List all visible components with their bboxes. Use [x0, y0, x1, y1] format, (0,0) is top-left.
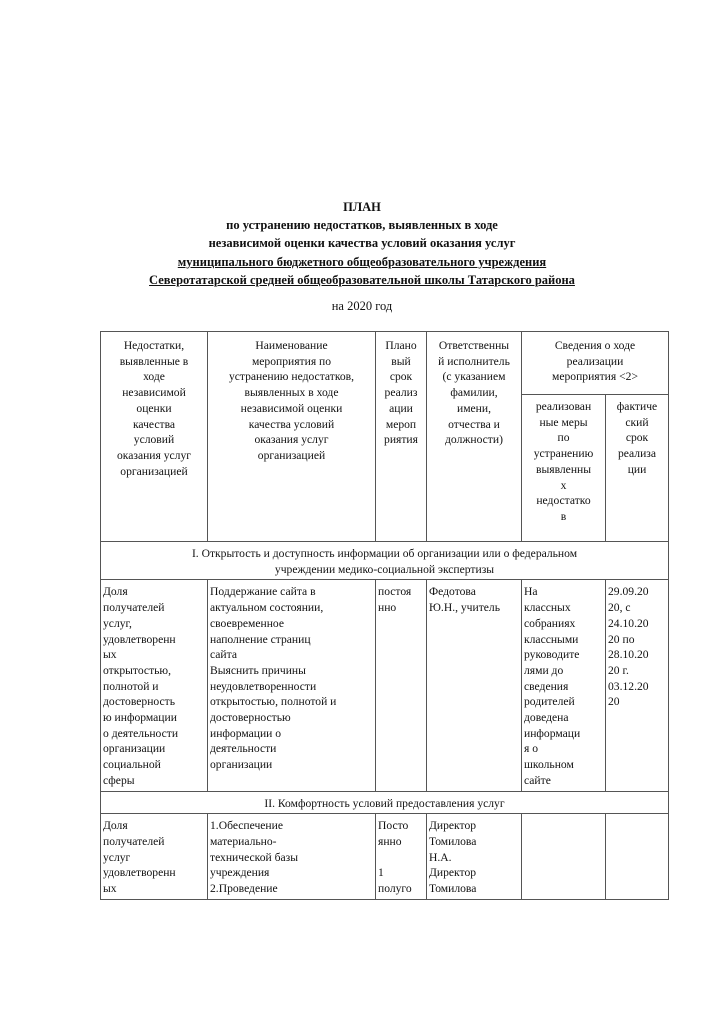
document-heading — [0, 198, 724, 289]
table-row — [101, 814, 669, 900]
section-row-1 — [101, 542, 669, 580]
title-organization-1: муниципального бюджетного общеобразовательного учреждения — [177, 254, 547, 269]
row1-responsible: Федотова Ю.Н., учитель — [427, 580, 522, 791]
row2-shortcoming: Доля получателей услуг удовлетворенн ых — [101, 814, 208, 900]
row2-responsible: Директор Томилова Н.А. Директор Томилова — [427, 814, 522, 900]
plan-table — [100, 331, 669, 900]
header-shortcomings: Недостатки, выявленные в ходе независимой оценки качества условий оказания услуг организацией — [101, 332, 208, 542]
header-planned-date: Плано вый срок реализ ации мероп риятия — [376, 332, 427, 542]
header-progress-info: Сведения о ходе реализации мероприятия <2> — [522, 332, 669, 395]
header-responsible: Ответственны й исполнитель (с указанием фамилии, имени, отчества и должности) — [427, 332, 522, 542]
row1-shortcoming: Доля получателей услуг, удовлетворенн ых открытостью, полнотой и достоверность ю информации о деятельности организации социальной сферы — [101, 580, 208, 791]
title-plan: ПЛАН — [343, 200, 381, 214]
row2-measures-taken — [522, 814, 606, 900]
row2-measure: 1.Обеспечение материально- технической базы учреждения 2.Проведение — [208, 814, 376, 900]
section-title-openness: I. Открытость и доступность информации об организации или о федеральном учреждении медико-социальной экспертизы — [101, 542, 669, 580]
title-subtitle-1: по устранению недостатков, выявленных в ходе — [226, 218, 498, 233]
header-measures-taken: реализован ные меры по устранению выявленны х недостатко в — [522, 395, 606, 542]
table-row — [101, 580, 669, 791]
table-header-row — [101, 332, 669, 395]
section-row-2 — [101, 791, 669, 814]
row1-actual-date: 29.09.20 20, с 24.10.20 20 по 28.10.20 20 г. 03.12.20 20 — [606, 580, 669, 791]
section-title-comfort: II. Комфортность условий предоставления услуг — [101, 791, 669, 814]
row1-measures-taken: На классных собраниях классными руководите лями до сведения родителей доведена информаци я о школьном сайте — [522, 580, 606, 791]
row1-planned-date: постоя нно — [376, 580, 427, 791]
row2-actual-date — [606, 814, 669, 900]
header-measure-name: Наименование мероприятия по устранению недостатков, выявленных в ходе независимой оценки качества условий оказания услуг организацией — [208, 332, 376, 542]
row1-measure: Поддержание сайта в актуальном состоянии, своевременное наполнение страниц сайта Выяснить причины неудовлетворенности открытостью, полнотой и достоверностью информации о деятельности организации — [208, 580, 376, 791]
plan-year: на 2020 год — [331, 299, 393, 313]
title-organization-2: Северотатарской средней общеобразовательной школы Татарского района — [149, 272, 575, 287]
row2-planned-date: Посто янно 1 полуго — [376, 814, 427, 900]
title-subtitle-2: независимой оценки качества условий оказания услуг — [208, 236, 516, 251]
header-actual-date: фактиче ский срок реализа ции — [606, 395, 669, 542]
